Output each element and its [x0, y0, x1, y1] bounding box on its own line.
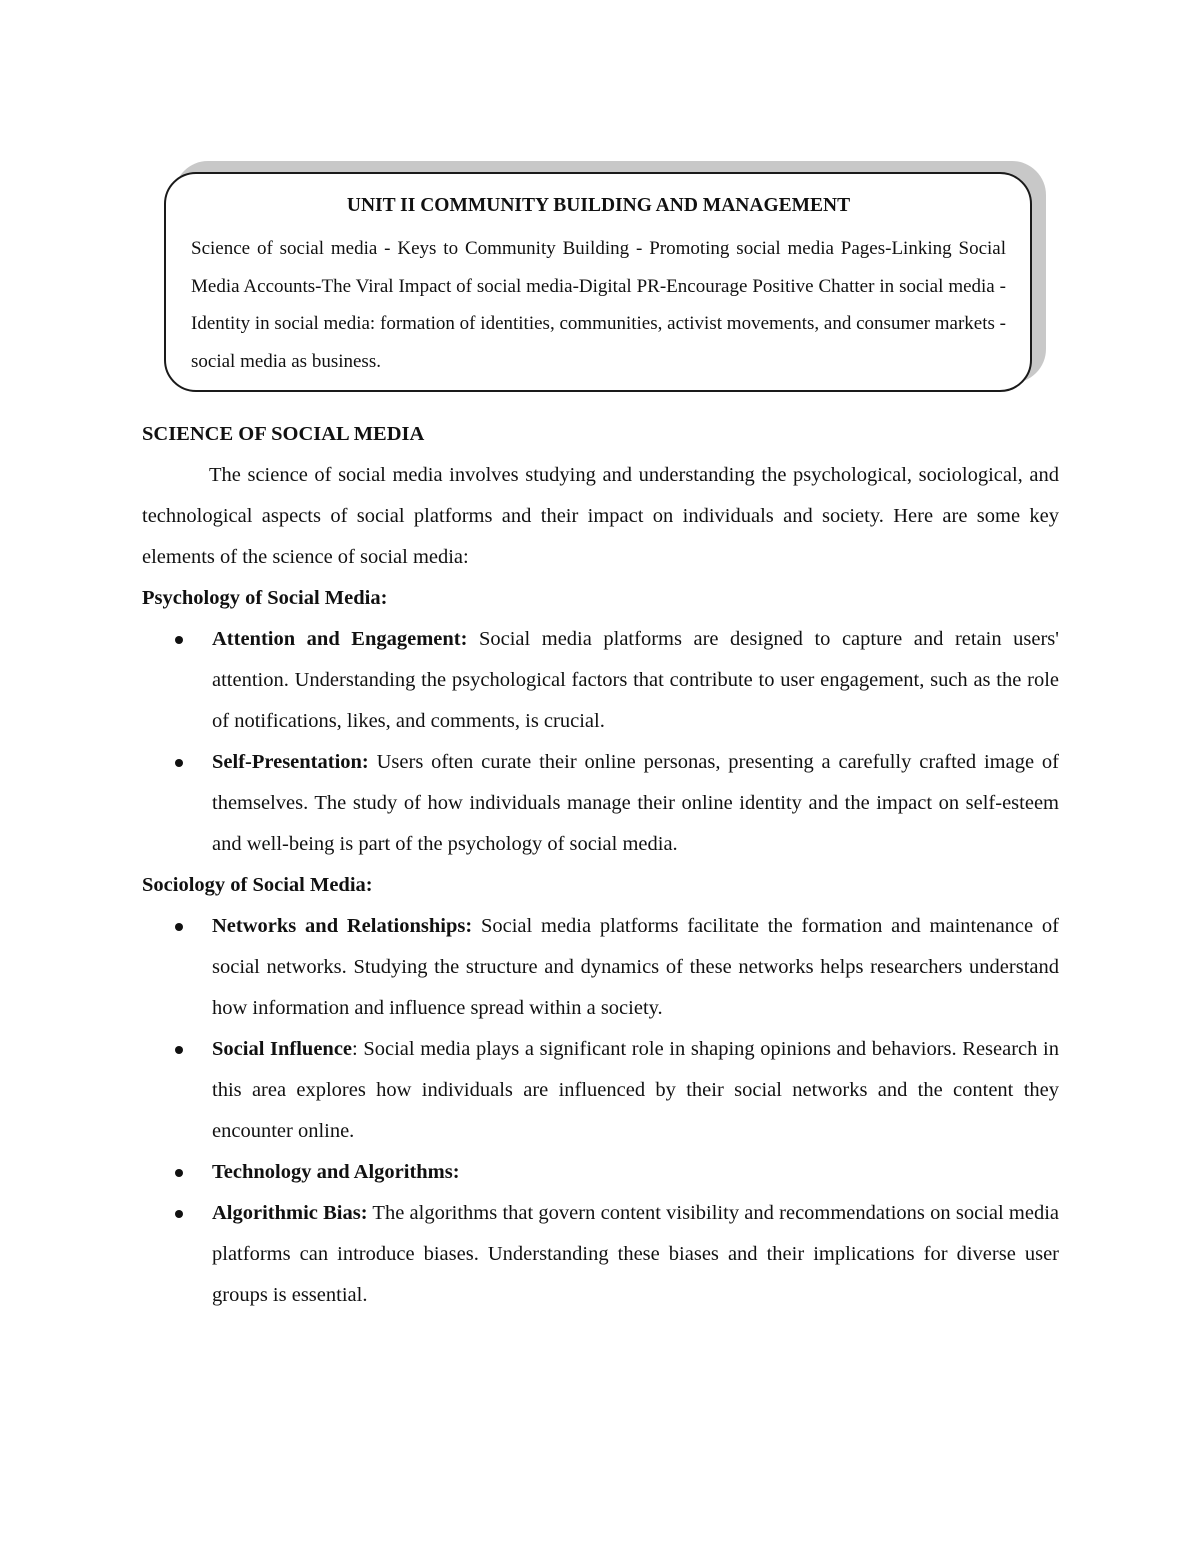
sociology-heading: Sociology of Social Media:: [142, 874, 373, 896]
psychology-list: [142, 619, 1059, 865]
intro-paragraph: The science of social media involves studying and understanding the psychological, sociological, and technological aspects of social platforms and their impact on individuals and society. Here are some key elements of the science of social media:: [142, 464, 1059, 568]
list-item: [142, 1152, 1059, 1193]
list-item: [142, 906, 1059, 1029]
list-item-text: Social media platforms facilitate the formation and maintenance of social networks. Studying the structure and dynamics of these networks helps researchers understand how information and influence spread within a society.: [212, 915, 1059, 1019]
list-item: [142, 619, 1059, 742]
list-item-term: Attention and Engagement:: [212, 628, 468, 650]
list-item: [142, 742, 1059, 865]
list-item-text: Social media platforms are designed to capture and retain users' attention. Understanding the psychological factors that contribute to user engagement, such as the role of notifications, likes, and comments, is crucial.: [212, 628, 1059, 732]
list-item-term: Networks and Relationships:: [212, 915, 473, 937]
section-heading: SCIENCE OF SOCIAL MEDIA: [142, 423, 425, 445]
psychology-heading: Psychology of Social Media:: [142, 587, 388, 609]
bullet-icon: [175, 1046, 183, 1054]
list-item-term: Algorithmic Bias:: [212, 1202, 368, 1224]
bullet-icon: [175, 759, 183, 767]
bullet-icon: [175, 636, 183, 644]
unit-description: Science of social media - Keys to Community Building - Promoting social media Pages-Linking Social Media Accounts-The Viral Impact of social media-Digital PR-Encourage Positive Chatter in social media - Identity in social media: formation of identities, communities, activist movements, and consumer markets - social media as business.: [191, 238, 1006, 372]
list-item-term: Technology and Algorithms:: [212, 1161, 460, 1183]
list-item: [142, 1193, 1059, 1316]
list-item-term: Social Influence: [212, 1038, 353, 1060]
sociology-list: [142, 906, 1059, 1316]
list-item: [142, 1029, 1059, 1152]
list-item-text: : Social media plays a significant role in shaping opinions and behaviors. Research in this area explores how individuals are influenced by their social networks and the content they encounter online.: [212, 1038, 1059, 1142]
bullet-icon: [175, 1210, 183, 1218]
list-item-text: Users often curate their online personas, presenting a carefully crafted image of themselves. The study of how individuals manage their online identity and the impact on self-esteem and well-being is part of the psychology of social media.: [212, 751, 1059, 855]
bullet-icon: [175, 1169, 183, 1177]
list-item-text: The algorithms that govern content visibility and recommendations on social media platforms can introduce biases. Understanding these biases and their implications for diverse user groups is essential.: [212, 1202, 1059, 1306]
bullet-icon: [175, 923, 183, 931]
document-body: [142, 414, 1059, 1316]
unit-summary-box: [164, 172, 1032, 392]
unit-title: UNIT II COMMUNITY BUILDING AND MANAGEMENT: [346, 195, 851, 216]
list-item-term: Self-Presentation:: [212, 751, 369, 773]
